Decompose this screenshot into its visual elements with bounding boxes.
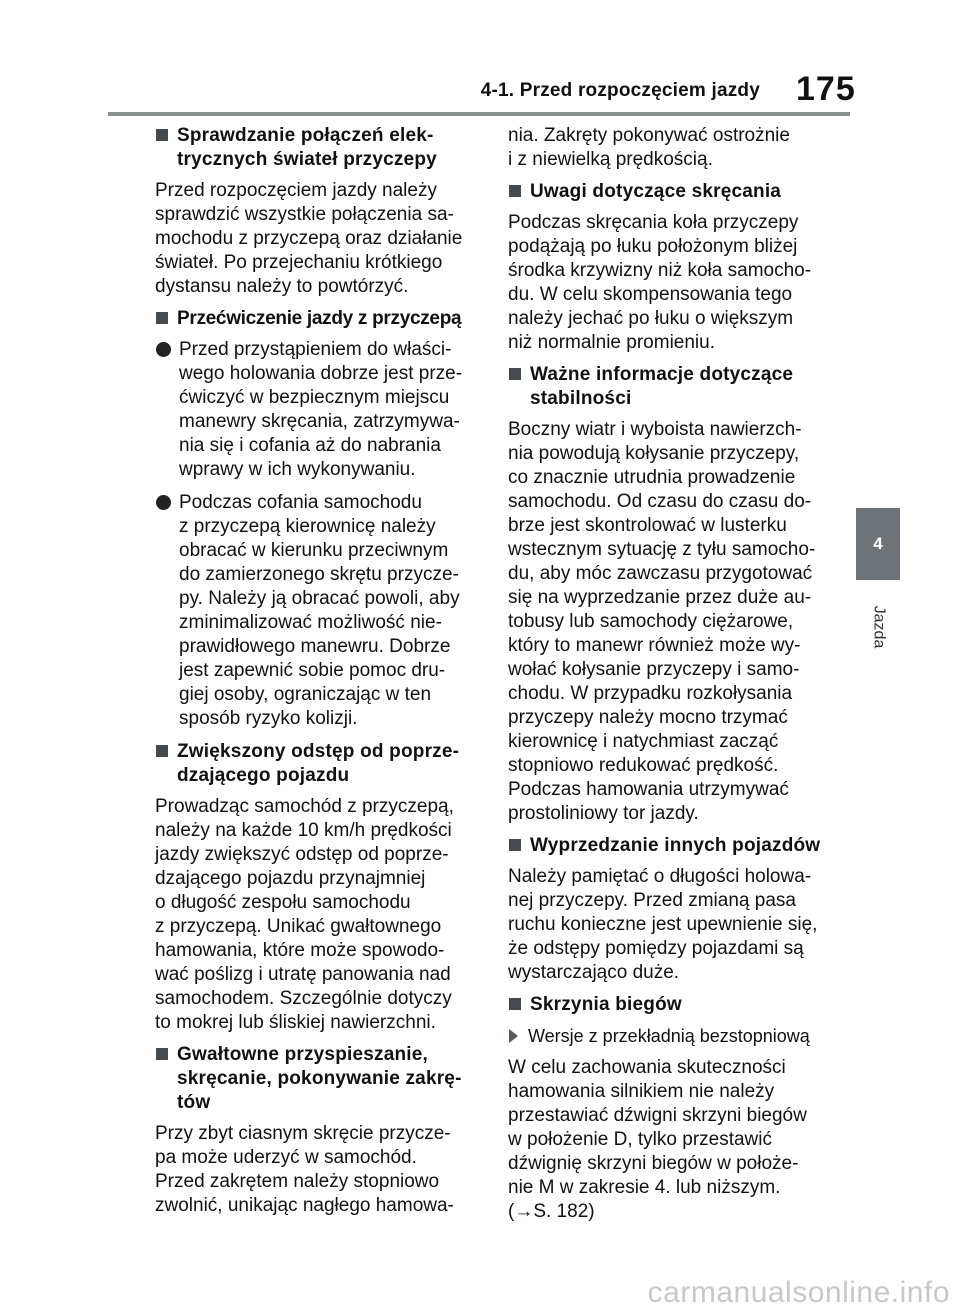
paragraph-light-connections [155,179,480,299]
text-line: wystarczająco duże. [508,962,680,983]
text-line: Prowadząc samochód z przyczepą, [155,796,454,817]
text-line: nia. Zakręty pokonywać ostrożnie [508,125,790,146]
text-line: to mokrej lub śliskiej nawierzchni. [155,1012,436,1033]
text-line: brze jest skontrolować w lusterku [508,515,787,536]
text-line: nie M w zakresie 4. lub niższym. [508,1177,781,1198]
text-line: obracać w kierunku przeciwnym [179,540,449,561]
text-line: sprawdzić wszystkie połączenia sa- [155,204,454,225]
text-line: zwolnić, unikając nagłego hamowa- [155,1195,454,1216]
heading-line: Przećwiczenie jazdy z przyczepą [177,308,462,329]
text-line: Podczas hamowania utrzymywać [508,779,789,800]
text-line: chodu. W przypadku rozkołysania [508,683,793,704]
text-line: wołać kołysanie przyczepy i samo- [508,659,800,680]
text-line: w położenie D, tylko przestawić [508,1129,772,1150]
text-line: hamowania silnikiem nie należy [508,1081,775,1102]
text-line: samochodu. Od czasu do czasu do- [508,491,812,512]
text-line: podążają po łuku położonym bliżej [508,236,798,257]
text-line: du. W celu skompensowania tego [508,284,793,305]
heading-line: Zwiększony odstęp od poprze- [177,741,460,762]
text-line: jazdy zwiększyć odstęp od poprze- [155,844,449,865]
heading-following-distance [155,740,480,788]
text-line: nia powodują kołysanie przyczepy, [508,443,800,464]
paragraph-sudden-maneuvers [155,1122,480,1218]
heading-line: Gwałtowne przyspieszanie, [177,1044,429,1065]
text-line: tobusy lub samochody ciężarowe, [508,611,794,632]
text-line: prostoliniowy tor jazdy. [508,803,699,824]
paragraph-following-distance [155,795,480,1035]
page-reference-link[interactable]: (→S. 182) [508,1201,595,1222]
square-bullet-icon [509,368,521,380]
paragraph-sudden-maneuvers-continued [508,124,838,172]
text-line: Przed rozpoczęciem jazdy należy [155,180,437,201]
heading-practice-driving [155,307,480,331]
bullet-reversing [155,491,480,731]
heading-line: Wyprzedzanie innych pojazdów [530,835,821,856]
text-line: Wersje z przekładnią bezstopniową [528,1026,810,1046]
bullet-practice-maneuvers [155,338,480,482]
text-line: prawidłowego manewru. Dobrze [179,636,451,657]
square-bullet-icon [509,839,521,851]
right-column [508,124,838,1232]
square-bullet-icon [156,745,168,757]
text-line: pa może uderzyć w samochód. [155,1147,417,1168]
text-line: Podczas cofania samochodu [179,492,422,513]
text-line: wego holowania dobrze jest prze- [179,363,463,384]
text-line: dzającego pojazdu przynajmniej [155,868,426,889]
text-line: z przyczepą. Unikać gwałtownego [155,916,442,937]
text-line: kierownicę i natychmiast zacząć [508,731,779,752]
heading-line: Uwagi dotyczące skręcania [530,181,782,202]
text-line: Przed zakrętem należy stopniowo [155,1171,440,1192]
text-line: du, aby móc zawczasu przygotować [508,563,813,584]
text-line: Przed przystąpieniem do właści- [179,339,452,360]
page-header [0,0,960,120]
text-line: hamowania, które może spowodo- [155,940,445,961]
chapter-tab[interactable] [856,508,900,580]
heading-sudden-maneuvers [155,1043,480,1115]
left-column [155,124,480,1226]
heading-stability [508,363,838,411]
text-line: wać poślizg i utratę panowania nad [155,964,451,985]
text-line: z przyczepą kierownicę należy [179,516,436,537]
text-line: nej przyczepy. Przed zmianą pasa [508,890,796,911]
round-bullet-icon [156,495,171,510]
text-line: stopniowo redukować prędkość. [508,755,779,776]
text-line: niż normalnie promieniu. [508,332,715,353]
heading-line: dzającego pojazdu [177,765,350,786]
variant-cvt [508,1024,838,1048]
square-bullet-icon [156,312,168,324]
paragraph-turning-notes [508,211,838,355]
text-line: dźwignię skrzyni biegów w położe- [508,1153,799,1174]
square-bullet-icon [509,185,521,197]
watermark: carmanualsonline.info [647,1276,950,1309]
text-line: że odstępy pomiędzy pojazdami są [508,938,804,959]
round-bullet-icon [156,342,171,357]
text-line: nia się i cofania aż do nabrania [179,435,441,456]
text-line: Należy pamiętać o długości holowa- [508,866,812,887]
chapter-label-text: Jazda [870,605,888,649]
paragraph-overtaking [508,865,838,985]
heading-turning-notes [508,180,838,204]
text-line: przyczepy należy mocno trzymać [508,707,788,728]
text-line: mochodu z przyczepą oraz działanie [155,228,463,249]
text-line: wstecznym sytuację z tyłu samocho- [508,539,816,560]
heading-line: skręcanie, pokonywanie zakrę- [177,1068,462,1089]
text-line: świateł. Po przejechaniu krótkiego [155,252,443,273]
text-line: co znacznie utrudnia prowadzenie [508,467,796,488]
heading-line: trycznych świateł przyczepy [177,149,437,170]
heading-light-connections [155,124,480,172]
square-bullet-icon [156,1048,168,1060]
heading-line: Ważne informacje dotyczące [530,364,794,385]
heading-line: Sprawdzanie połączeń elek- [177,125,434,146]
heading-overtaking [508,834,838,858]
text-line: dystansu należy to powtórzyć. [155,276,409,297]
text-line: giej osoby, ograniczając w ten [179,684,432,705]
text-line: wprawy w ich wykonywaniu. [179,459,416,480]
text-line: należy na każde 10 km/h prędkości [155,820,452,841]
heading-line: tów [177,1092,211,1113]
chapter-label [866,592,890,662]
text-line: samochodem. Szczególnie dotyczy [155,988,452,1009]
heading-gearbox [508,993,838,1017]
text-line: środka krzywizny niż koła samocho- [508,260,812,281]
text-line: Przy zbyt ciasnym skręcie przycze- [155,1123,451,1144]
text-line: ruchu konieczne jest upewnienie się, [508,914,818,935]
heading-line: stabilności [530,388,632,409]
text-line: o długość zespołu samochodu [155,892,411,913]
text-line: i z niewielką prędkością. [508,149,713,170]
heading-line: Skrzynia biegów [530,994,682,1015]
page-number: 175 [796,70,856,108]
text-line: Podczas skręcania koła przyczepy [508,212,799,233]
text-line: ćwiczyć w bezpiecznym miejscu [179,387,450,408]
triangle-arrow-icon [509,1029,518,1043]
chapter-number: 4 [873,534,883,553]
text-line: sposób ryzyko kolizji. [179,708,358,729]
text-line: zminimalizować możliwość nie- [179,612,442,633]
square-bullet-icon [509,998,521,1010]
text-line: się na wyprzedzanie przez duże au- [508,587,812,608]
text-line: manewry skręcania, zatrzymywa- [179,411,460,432]
section-title: 4-1. Przed rozpoczęciem jazdy [480,80,760,101]
text-line: do zamierzonego skrętu przycze- [179,564,459,585]
text-line: przestawiać dźwigni skrzyni biegów [508,1105,807,1126]
header-divider [108,112,850,116]
text-line: który to manewr również może wy- [508,635,801,656]
text-line: W celu zachowania skuteczności [508,1057,786,1078]
paragraph-stability [508,418,838,826]
text-line: Boczny wiatr i wyboista nawierzch- [508,419,802,440]
text-line: py. Należy ją obracać powoli, aby [179,588,460,609]
text-line: jest zapewnić sobie pomoc dru- [179,660,446,681]
paragraph-gearbox [508,1056,838,1224]
square-bullet-icon [156,129,168,141]
text-line: należy jechać po łuku o większym [508,308,794,329]
